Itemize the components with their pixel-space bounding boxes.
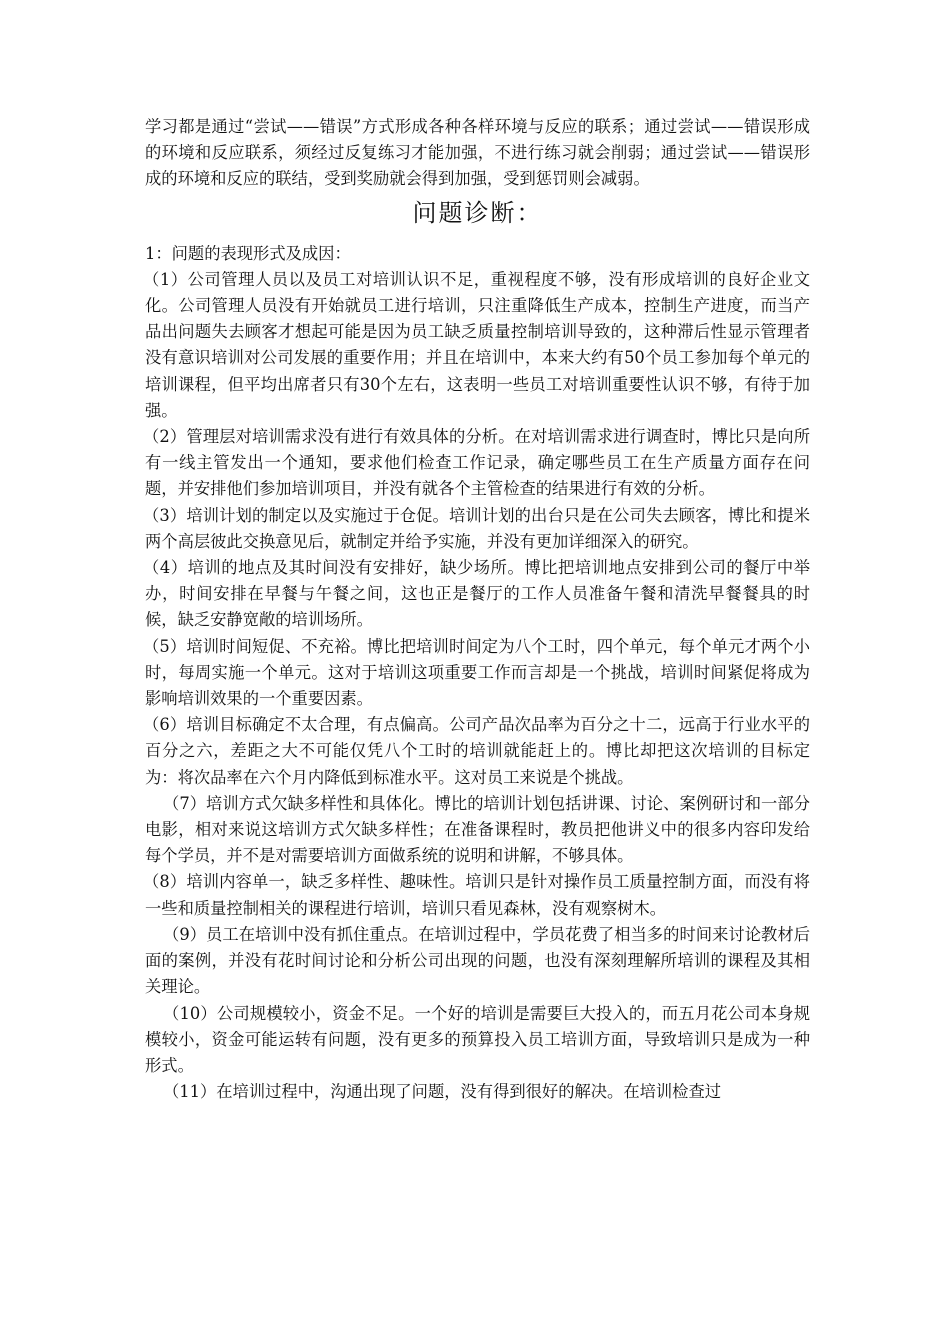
item-paragraph-7: （7）培训方式欠缺多样性和具体化。博比的培训计划包括讲课、讨论、案例研讨和一部分电影，相对来说这培训方式欠缺多样性；在准备课程时，教员把他讲义中的很多内容印发给每个学员，并不是对需要培训方面做系统的说明和讲解，不够具体。 [145,793,810,866]
item-paragraph-9: （9）员工在培训中没有抓住重点。在培训过程中，学员花费了相当多的时间来讨论教材后面的案例，并没有花时间讨论和分析公司出现的问题，也没有深刻理解所培训的课程及其相关理论。 [145,924,810,997]
subheading: 1：问题的表现形式及成因： [145,243,351,263]
item-paragraph-3: （3）培训计划的制定以及实施过于仓促。培训计划的出台只是在公司失去顾客，博比和提米两个高层彼此交换意见后，就制定并给予实施，并没有更加详细深入的研究。 [143,505,810,551]
item-paragraph-4: （4）培训的地点及其时间没有安排好，缺少场所。博比把培训地点安排到公司的餐厅中举办，时间安排在早餐与午餐之间，这也正是餐厅的工作人员准备午餐和清洗早餐餐具的时候，缺乏安静宽敞的培训场所。 [143,558,810,630]
item-paragraph-11: （11）在培训过程中，沟通出现了问题，没有得到很好的解决。在培训检查过 [163,1082,722,1102]
item-paragraph-2: （2）管理层对培训需求没有进行有效具体的分析。在对培训需求进行调查时，博比只是向所有一线主管发出一个通知，要求他们检查工作记录，确定哪些员工在生产质量方面存在问题，并安排他们参加培训项目，并没有就各个主管检查的结果进行有效的分析。 [143,427,810,499]
intro-paragraph: 学习都是通过“尝试——错误”方式形成各种各样环境与反应的联系；通过尝试——错误形成的环境和反应联系，须经过反复练习才能加强，不进行练习就会削弱；通过尝试——错误形成的环境和反应的联结，受到奖励就会得到加强，受到惩罚则会减弱。 [145,117,810,189]
item-paragraph-1: （1）公司管理人员以及员工对培训认识不足，重视程度不够，没有形成培训的良好企业文化。公司管理人员没有开始就员工进行培训，只注重降低生产成本，控制生产进度，而当产品出问题失去顾客才想起可能是因为员工缺乏质量控制培训导致的，这种滞后性显示管理者没有意识培训对公司发展的重要作用；并且在培训中，本来大约有50个员工参加每个单元的培训课程，但平均出席者只有30个左右，这表明一些员工对培训重要性认识不够，有待于加强。 [143,269,810,420]
document-page [145,114,810,1105]
section-heading: 问题诊断： [412,198,543,227]
item-paragraph-10: （10）公司规模较小，资金不足。一个好的培训是需要巨大投入的，而五月花公司本身规模较小，资金可能运转有问题，没有更多的预算投入员工培训方面，导致培训只是成为一种形式。 [145,1003,810,1075]
item-paragraph-8: （8）培训内容单一，缺乏多样性、趣味性。培训只是针对操作员工质量控制方面，而没有将一些和质量控制相关的课程进行培训，培训只看见森林，没有观察树木。 [143,872,810,918]
item-paragraph-6: （6）培训目标确定不太合理，有点偏高。公司产品次品率为百分之十二，远高于行业水平的百分之六，差距之大不可能仅凭八个工时的培训就能赶上的。博比却把这次培训的目标定为：将次品率在六个月内降低到标准水平。这对员工来说是个挑战。 [143,715,810,787]
item-paragraph-5: （5）培训时间短促、不充裕。博比把培训时间定为八个工时，四个单元，每个单元才两个小时，每周实施一个单元。这对于培训这项重要工作而言却是一个挑战，培训时间紧促将成为影响培训效果的一个重要因素。 [143,636,810,709]
